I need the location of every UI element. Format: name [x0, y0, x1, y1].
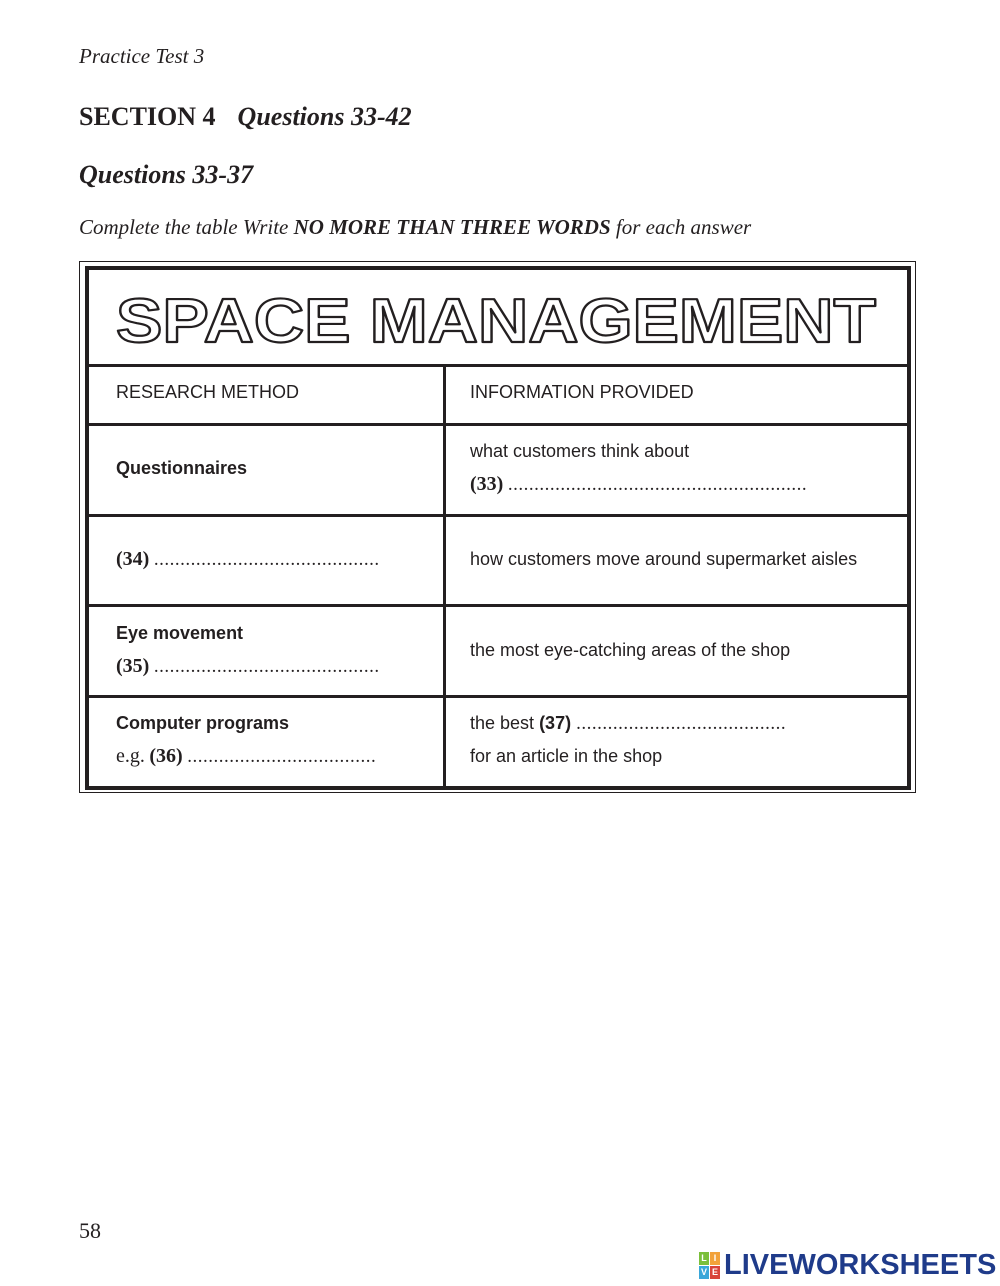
section-heading [79, 102, 412, 132]
space-management-table [85, 266, 911, 790]
logo-letter-e: E [711, 1266, 718, 1277]
liveworksheets-logo[interactable] [699, 1250, 996, 1280]
blank-dots-36: .................................... [187, 746, 377, 767]
answer-blank-35[interactable] [116, 650, 380, 683]
answer-blank-34[interactable] [116, 543, 380, 576]
logo-letter-v: V [700, 1266, 707, 1277]
info-row1-line1: what customers think about [470, 441, 690, 461]
instructions-after: for each answer [610, 215, 752, 239]
instructions-before: Complete the table Write [79, 215, 294, 239]
questions-heading: Questions 33-37 [79, 160, 254, 189]
blank-dots-35: ........................................... [153, 656, 380, 677]
eg-prefix: e.g. [116, 745, 145, 767]
info-row4-line2: for an article in the shop [470, 746, 663, 766]
row-divider-1 [89, 514, 907, 517]
instructions-emphasis: NO MORE THAN THREE WORDS [293, 215, 611, 239]
blank-dots-34: ........................................... [153, 549, 380, 570]
row-divider-3 [89, 695, 907, 698]
page-number: 58 [79, 1218, 101, 1243]
info-row2: how customers move around supermarket aisles [470, 549, 858, 569]
instructions [79, 215, 751, 240]
row-divider-2 [89, 604, 907, 607]
table-title-graphic [89, 270, 907, 367]
method-questionnaires: Questionnaires [116, 458, 248, 478]
table-title-band [89, 270, 907, 367]
answer-blank-37[interactable] [470, 707, 786, 740]
logo-letter-i: I [710, 1252, 720, 1265]
blank-number-35: (35) [116, 655, 150, 677]
method-computer-programs: Computer programs [116, 713, 290, 733]
column-divider [443, 367, 446, 786]
section-questions: Questions 33-42 [237, 102, 412, 131]
blank-number-37: (37) [539, 713, 572, 733]
title-divider [89, 364, 907, 367]
info-row4-prefix: the best [470, 713, 535, 733]
header-information-provided: INFORMATION PROVIDED [470, 382, 694, 402]
logo-mark-icon [699, 1252, 720, 1279]
blank-number-33: (33) [470, 473, 504, 495]
blank-number-36: (36) [149, 745, 183, 767]
info-row3: the most eye-catching areas of the shop [470, 640, 791, 660]
running-head: Practice Test 3 [79, 44, 205, 68]
blank-dots-33: ......................................................... [507, 474, 808, 495]
answer-blank-33[interactable] [470, 468, 807, 501]
blank-number-34: (34) [116, 548, 150, 570]
header-research-method: RESEARCH METHOD [116, 382, 300, 402]
logo-wordmark: LIVEWORKSHEETS [724, 1248, 997, 1281]
method-eye-movement: Eye movement [116, 623, 244, 643]
table-title: SPACE MANAGEMENT [116, 287, 877, 356]
logo-letter-l: L [699, 1252, 709, 1265]
blank-dots-37: ........................................ [576, 713, 787, 734]
answer-blank-36[interactable] [116, 740, 376, 773]
section-label: SECTION 4 [79, 102, 216, 131]
header-divider [89, 423, 907, 426]
